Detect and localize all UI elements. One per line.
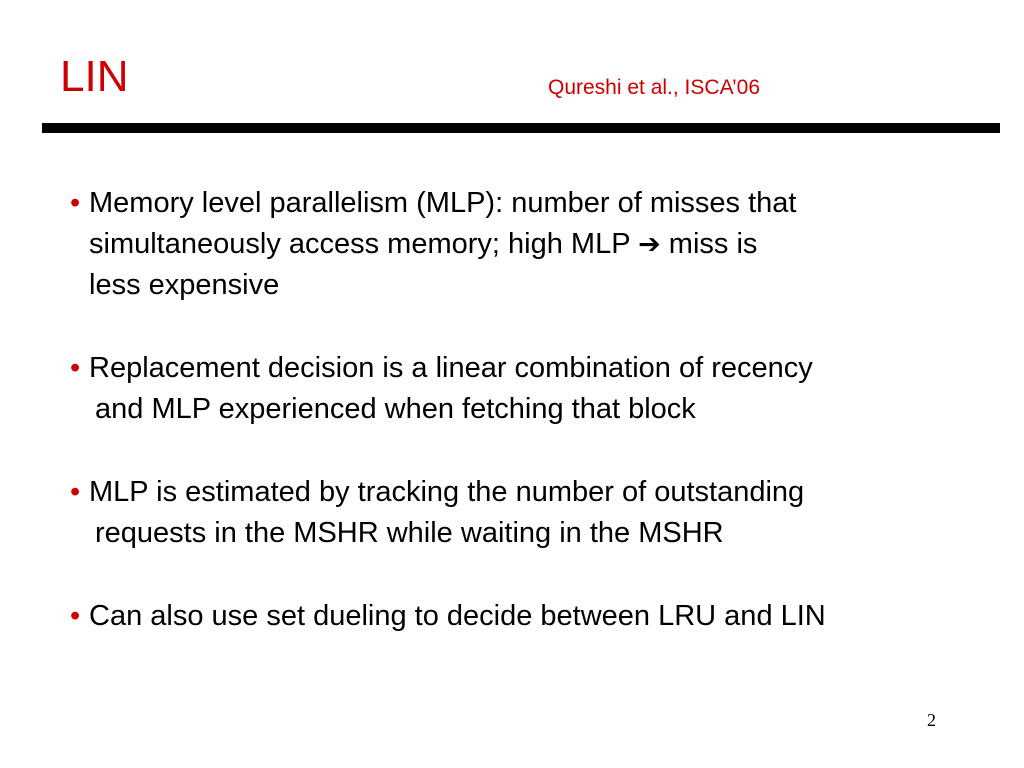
slide-citation: Qureshi et al., ISCA’06 xyxy=(548,76,761,99)
bullet-item-mlp-estimation xyxy=(70,472,1000,554)
bullet-line: Memory level parallelism (MLP): number of misses that xyxy=(89,187,797,219)
bullet-line: Can also use set dueling to decide between LRU and LIN xyxy=(89,600,826,632)
bullet-icon: • xyxy=(70,600,81,632)
right-arrow-icon: ➔ xyxy=(638,229,661,260)
bullet-line-text: simultaneously access memory; high MLP xyxy=(89,228,631,260)
bullet-line: less expensive xyxy=(89,269,280,301)
bullet-icon: • xyxy=(70,187,81,219)
bullet-icon: • xyxy=(70,352,81,384)
title-divider xyxy=(42,123,1000,133)
bullet-line xyxy=(89,224,1000,265)
bullet-list xyxy=(70,183,1000,679)
bullet-item-mlp-definition xyxy=(70,183,1000,306)
bullet-item-replacement-decision xyxy=(70,348,1000,430)
bullet-line: Replacement decision is a linear combination of recency xyxy=(89,352,813,384)
bullet-line: requests in the MSHR while waiting in the MSHR xyxy=(95,517,724,549)
bullet-line: and MLP experienced when fetching that block xyxy=(95,393,696,425)
bullet-icon: • xyxy=(70,476,81,508)
bullet-item-set-dueling xyxy=(70,596,1000,637)
bullet-line: MLP is estimated by tracking the number of outstanding xyxy=(89,476,805,508)
bullet-line-text: miss is xyxy=(668,228,758,260)
page-number: 2 xyxy=(927,710,936,730)
slide-title: LIN xyxy=(60,52,129,101)
